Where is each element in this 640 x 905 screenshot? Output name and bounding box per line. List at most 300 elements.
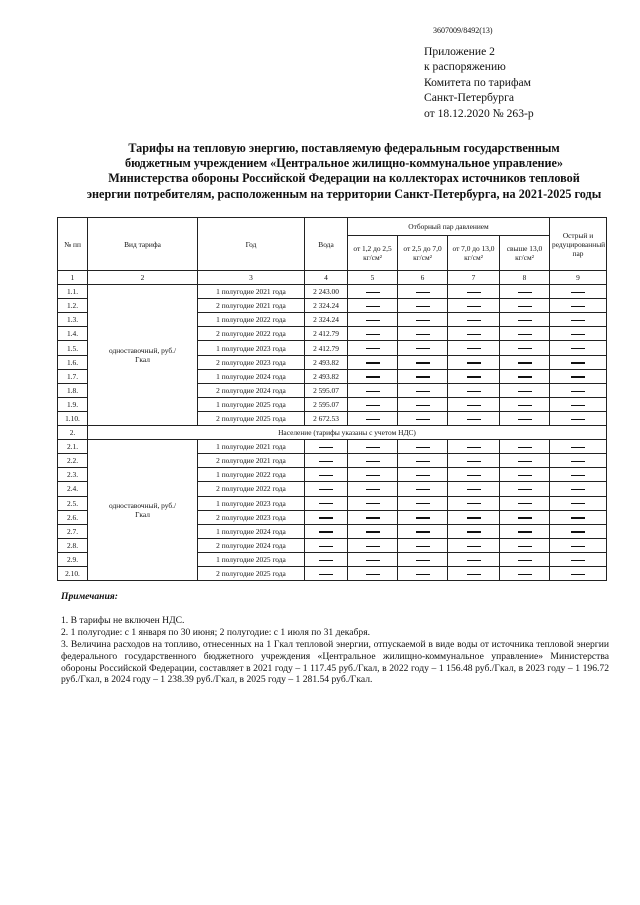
empty-value-cell: [500, 468, 550, 482]
header-sharp-steam: Острый и редуцированный пар: [550, 218, 607, 271]
dash-mark: [416, 461, 430, 462]
dash-mark: [467, 517, 481, 518]
dash-mark: [518, 475, 532, 476]
empty-value-cell: [550, 341, 607, 355]
empty-value-cell: [348, 299, 398, 313]
dash-mark: [366, 292, 380, 293]
column-number-cell: 1: [58, 271, 88, 285]
empty-value-cell: [305, 524, 348, 538]
column-number-cell: 6: [398, 271, 448, 285]
water-tariff-cell: 2 672.53: [305, 411, 348, 425]
column-number-cell: 3: [198, 271, 305, 285]
empty-value-cell: [448, 411, 500, 425]
empty-value-cell: [398, 524, 448, 538]
dash-mark: [518, 391, 532, 392]
empty-value-cell: [398, 313, 448, 327]
empty-value-cell: [448, 341, 500, 355]
empty-value-cell: [398, 327, 448, 341]
empty-value-cell: [348, 341, 398, 355]
dash-mark: [467, 320, 481, 321]
empty-value-cell: [500, 397, 550, 411]
empty-value-cell: [448, 313, 500, 327]
dash-mark: [416, 405, 430, 406]
empty-value-cell: [348, 355, 398, 369]
empty-value-cell: [348, 313, 398, 327]
empty-value-cell: [500, 313, 550, 327]
dash-mark: [416, 503, 430, 504]
dash-mark: [319, 546, 333, 547]
year-cell: 1 полугодие 2022 года: [198, 468, 305, 482]
header-pressure-4: свыше 13,0 кг/см²: [500, 236, 550, 271]
dash-mark: [467, 574, 481, 575]
year-cell: 2 полугодие 2024 года: [198, 538, 305, 552]
empty-value-cell: [448, 285, 500, 299]
empty-value-cell: [550, 285, 607, 299]
empty-value-cell: [448, 524, 500, 538]
dash-mark: [366, 531, 380, 532]
empty-value-cell: [348, 552, 398, 566]
empty-value-cell: [348, 482, 398, 496]
dash-mark: [518, 419, 532, 420]
dash-mark: [518, 306, 532, 307]
dash-mark: [518, 334, 532, 335]
empty-value-cell: [448, 397, 500, 411]
water-tariff-cell: 2 412.79: [305, 327, 348, 341]
water-tariff-cell: 2 324.24: [305, 299, 348, 313]
dash-mark: [319, 503, 333, 504]
dash-mark: [319, 447, 333, 448]
dash-mark: [571, 461, 585, 462]
column-number-cell: 8: [500, 271, 550, 285]
dash-mark: [518, 503, 532, 504]
year-cell: 1 полугодие 2021 года: [198, 440, 305, 454]
empty-value-cell: [550, 440, 607, 454]
empty-value-cell: [550, 482, 607, 496]
dash-mark: [467, 376, 481, 377]
row-number: 1.9.: [58, 397, 88, 411]
dash-mark: [319, 461, 333, 462]
empty-value-cell: [305, 496, 348, 510]
note-item: 1. В тарифы не включен НДС.: [61, 614, 185, 626]
empty-value-cell: [348, 566, 398, 580]
year-cell: 2 полугодие 2023 года: [198, 355, 305, 369]
dash-mark: [366, 348, 380, 349]
row-number: 1.1.: [58, 285, 88, 299]
empty-value-cell: [398, 496, 448, 510]
dash-mark: [518, 489, 532, 490]
empty-value-cell: [550, 496, 607, 510]
year-cell: 1 полугодие 2024 года: [198, 369, 305, 383]
title-line: Тарифы на тепловую энергию, поставляемую федеральным государственным: [128, 141, 560, 155]
empty-value-cell: [305, 566, 348, 580]
dash-mark: [366, 376, 380, 377]
dash-mark: [571, 517, 585, 518]
dash-mark: [416, 560, 430, 561]
row-number: 2.4.: [58, 482, 88, 496]
dash-mark: [518, 320, 532, 321]
dash-mark: [366, 306, 380, 307]
dash-mark: [416, 306, 430, 307]
dash-mark: [518, 574, 532, 575]
empty-value-cell: [305, 468, 348, 482]
dash-mark: [571, 546, 585, 547]
dash-mark: [366, 574, 380, 575]
dash-mark: [319, 531, 333, 532]
year-cell: 1 полугодие 2023 года: [198, 341, 305, 355]
water-tariff-cell: 2 243.00: [305, 285, 348, 299]
water-tariff-cell: 2 324.24: [305, 313, 348, 327]
empty-value-cell: [500, 538, 550, 552]
dash-mark: [467, 447, 481, 448]
dash-mark: [366, 489, 380, 490]
dash-mark: [319, 574, 333, 575]
empty-value-cell: [550, 524, 607, 538]
section-number: 2.: [58, 426, 88, 440]
dash-mark: [366, 546, 380, 547]
dash-mark: [571, 362, 585, 363]
year-cell: 2 полугодие 2025 года: [198, 411, 305, 425]
empty-value-cell: [500, 285, 550, 299]
empty-value-cell: [348, 369, 398, 383]
dash-mark: [518, 292, 532, 293]
dash-mark: [467, 489, 481, 490]
dash-mark: [319, 517, 333, 518]
year-cell: 2 полугодие 2021 года: [198, 299, 305, 313]
dash-mark: [416, 376, 430, 377]
dash-mark: [366, 475, 380, 476]
section-header-row: [58, 426, 607, 440]
note-item: 2. 1 полугодие: с 1 января по 30 июня; 2 полугодие: с 1 июля по 31 декабря.: [61, 626, 371, 638]
dash-mark: [571, 405, 585, 406]
dash-mark: [571, 348, 585, 349]
dash-mark: [416, 517, 430, 518]
dash-mark: [467, 292, 481, 293]
dash-mark: [467, 546, 481, 547]
header-water: Вода: [305, 218, 348, 271]
header-steam-group: Отборный пар давлением: [348, 218, 550, 236]
empty-value-cell: [448, 482, 500, 496]
row-number: 2.9.: [58, 552, 88, 566]
column-number-cell: 2: [88, 271, 198, 285]
empty-value-cell: [550, 566, 607, 580]
header-pressure-2: от 2,5 до 7,0 кг/см²: [398, 236, 448, 271]
dash-mark: [366, 503, 380, 504]
dash-mark: [416, 574, 430, 575]
empty-value-cell: [398, 397, 448, 411]
dash-mark: [467, 334, 481, 335]
year-cell: 2 полугодие 2024 года: [198, 383, 305, 397]
water-tariff-cell: 2 412.79: [305, 341, 348, 355]
notes-block: [61, 591, 609, 686]
dash-mark: [366, 334, 380, 335]
empty-value-cell: [305, 538, 348, 552]
appendix-block: [424, 44, 534, 121]
title-line: бюджетным учреждением «Центральное жилищно-коммунальное управление»: [124, 156, 564, 171]
dash-mark: [467, 348, 481, 349]
empty-value-cell: [550, 538, 607, 552]
dash-mark: [366, 461, 380, 462]
year-cell: 2 полугодие 2025 года: [198, 566, 305, 580]
row-number: 2.5.: [58, 496, 88, 510]
empty-value-cell: [448, 538, 500, 552]
dash-mark: [416, 489, 430, 490]
dash-mark: [518, 362, 532, 363]
dash-mark: [416, 475, 430, 476]
appendix-line: к распоряжению: [424, 60, 506, 74]
header-tariff-type: Вид тарифа: [88, 218, 198, 271]
empty-value-cell: [550, 355, 607, 369]
dash-mark: [571, 334, 585, 335]
title-line: энергии потребителям, расположенным на территории Санкт-Петербурга, на 2021-2025 годы: [86, 186, 602, 201]
dash-mark: [571, 475, 585, 476]
empty-value-cell: [305, 454, 348, 468]
section-title: Население (тарифы указаны с учетом НДС): [88, 426, 607, 440]
dash-mark: [467, 405, 481, 406]
dash-mark: [467, 391, 481, 392]
dash-mark: [467, 560, 481, 561]
empty-value-cell: [448, 369, 500, 383]
dash-mark: [571, 489, 585, 490]
header-pressure-3: от 7,0 до 13,0 кг/см²: [448, 236, 500, 271]
appendix-line: Санкт-Петербурга: [424, 91, 514, 105]
empty-value-cell: [500, 383, 550, 397]
empty-value-cell: [398, 468, 448, 482]
dash-mark: [467, 475, 481, 476]
dash-mark: [518, 517, 532, 518]
row-number: 1.7.: [58, 369, 88, 383]
empty-value-cell: [550, 411, 607, 425]
dash-mark: [571, 306, 585, 307]
dash-mark: [366, 362, 380, 363]
dash-mark: [571, 419, 585, 420]
empty-value-cell: [500, 454, 550, 468]
empty-value-cell: [398, 454, 448, 468]
year-cell: 1 полугодие 2025 года: [198, 397, 305, 411]
empty-value-cell: [348, 440, 398, 454]
empty-value-cell: [448, 440, 500, 454]
empty-value-cell: [500, 411, 550, 425]
empty-value-cell: [448, 510, 500, 524]
dash-mark: [467, 362, 481, 363]
dash-mark: [518, 461, 532, 462]
empty-value-cell: [550, 369, 607, 383]
empty-value-cell: [448, 566, 500, 580]
empty-value-cell: [550, 454, 607, 468]
water-tariff-cell: 2 595.07: [305, 383, 348, 397]
empty-value-cell: [448, 327, 500, 341]
row-number: 1.2.: [58, 299, 88, 313]
empty-value-cell: [500, 355, 550, 369]
empty-value-cell: [550, 397, 607, 411]
dash-mark: [366, 447, 380, 448]
empty-value-cell: [550, 383, 607, 397]
row-number: 2.10.: [58, 566, 88, 580]
empty-value-cell: [398, 440, 448, 454]
appendix-line: Комитета по тарифам: [424, 75, 531, 89]
empty-value-cell: [448, 355, 500, 369]
row-number: 1.4.: [58, 327, 88, 341]
empty-value-cell: [500, 510, 550, 524]
empty-value-cell: [398, 285, 448, 299]
row-number: 2.1.: [58, 440, 88, 454]
dash-mark: [416, 334, 430, 335]
row-number: 2.3.: [58, 468, 88, 482]
empty-value-cell: [448, 468, 500, 482]
empty-value-cell: [398, 369, 448, 383]
empty-value-cell: [500, 341, 550, 355]
empty-value-cell: [550, 327, 607, 341]
year-cell: 2 полугодие 2022 года: [198, 482, 305, 496]
document-title: [84, 141, 604, 202]
row-number: 2.6.: [58, 510, 88, 524]
empty-value-cell: [305, 440, 348, 454]
empty-value-cell: [500, 299, 550, 313]
empty-value-cell: [348, 397, 398, 411]
empty-value-cell: [448, 496, 500, 510]
dash-mark: [571, 531, 585, 532]
column-numbers-row: [58, 271, 607, 285]
empty-value-cell: [550, 510, 607, 524]
row-number: 1.8.: [58, 383, 88, 397]
row-number: 2.7.: [58, 524, 88, 538]
dash-mark: [366, 405, 380, 406]
row-number: 2.2.: [58, 454, 88, 468]
row-number: 2.8.: [58, 538, 88, 552]
dash-mark: [366, 560, 380, 561]
tariff-table: [57, 217, 607, 581]
dash-mark: [467, 306, 481, 307]
empty-value-cell: [550, 299, 607, 313]
dash-mark: [366, 517, 380, 518]
header-year: Год: [198, 218, 305, 271]
empty-value-cell: [305, 510, 348, 524]
empty-value-cell: [550, 468, 607, 482]
year-cell: 1 полугодие 2023 года: [198, 496, 305, 510]
dash-mark: [467, 419, 481, 420]
empty-value-cell: [398, 566, 448, 580]
dash-mark: [518, 546, 532, 547]
dash-mark: [416, 546, 430, 547]
empty-value-cell: [398, 355, 448, 369]
column-number-cell: 7: [448, 271, 500, 285]
empty-value-cell: [398, 383, 448, 397]
dash-mark: [467, 531, 481, 532]
water-tariff-cell: 2 493.82: [305, 355, 348, 369]
empty-value-cell: [448, 552, 500, 566]
empty-value-cell: [348, 510, 398, 524]
dash-mark: [366, 391, 380, 392]
column-number-cell: 5: [348, 271, 398, 285]
year-cell: 1 полугодие 2021 года: [198, 285, 305, 299]
row-number: 1.6.: [58, 355, 88, 369]
dash-mark: [571, 391, 585, 392]
row-number: 1.10.: [58, 411, 88, 425]
empty-value-cell: [550, 313, 607, 327]
dash-mark: [571, 292, 585, 293]
empty-value-cell: [500, 496, 550, 510]
year-cell: 1 полугодие 2025 года: [198, 552, 305, 566]
dash-mark: [571, 574, 585, 575]
empty-value-cell: [305, 482, 348, 496]
dash-mark: [366, 419, 380, 420]
empty-value-cell: [348, 496, 398, 510]
dash-mark: [571, 320, 585, 321]
empty-value-cell: [448, 383, 500, 397]
dash-mark: [416, 320, 430, 321]
dash-mark: [571, 447, 585, 448]
dash-mark: [518, 531, 532, 532]
empty-value-cell: [398, 411, 448, 425]
year-cell: 2 полугодие 2022 года: [198, 327, 305, 341]
dash-mark: [416, 362, 430, 363]
year-cell: 1 полугодие 2024 года: [198, 524, 305, 538]
dash-mark: [571, 503, 585, 504]
empty-value-cell: [348, 285, 398, 299]
dash-mark: [518, 560, 532, 561]
empty-value-cell: [348, 524, 398, 538]
empty-value-cell: [448, 299, 500, 313]
dash-mark: [467, 503, 481, 504]
dash-mark: [518, 348, 532, 349]
empty-value-cell: [500, 552, 550, 566]
dash-mark: [467, 461, 481, 462]
year-cell: 2 полугодие 2021 года: [198, 454, 305, 468]
empty-value-cell: [550, 552, 607, 566]
dash-mark: [416, 531, 430, 532]
empty-value-cell: [500, 369, 550, 383]
column-number-cell: 4: [305, 271, 348, 285]
empty-value-cell: [305, 552, 348, 566]
dash-mark: [416, 419, 430, 420]
dash-mark: [319, 475, 333, 476]
appendix-line: Приложение 2: [424, 45, 495, 58]
empty-value-cell: [348, 454, 398, 468]
dash-mark: [571, 560, 585, 561]
notes-title: Примечания:: [61, 591, 118, 602]
dash-mark: [416, 348, 430, 349]
tariff-type-cell: одноставочный, руб./Гкал: [88, 440, 198, 581]
dash-mark: [319, 489, 333, 490]
column-number-cell: 9: [550, 271, 607, 285]
empty-value-cell: [398, 510, 448, 524]
tariff-type-cell: одноставочный, руб./Гкал: [88, 285, 198, 426]
row-number: 1.5.: [58, 341, 88, 355]
empty-value-cell: [500, 440, 550, 454]
empty-value-cell: [398, 538, 448, 552]
table-row: [58, 285, 607, 299]
empty-value-cell: [348, 538, 398, 552]
empty-value-cell: [398, 299, 448, 313]
empty-value-cell: [500, 327, 550, 341]
empty-value-cell: [348, 468, 398, 482]
empty-value-cell: [398, 552, 448, 566]
empty-value-cell: [398, 482, 448, 496]
title-line: Министерства обороны Российской Федерации на коллекторах источников тепловой: [108, 171, 580, 186]
empty-value-cell: [398, 341, 448, 355]
dash-mark: [518, 376, 532, 377]
water-tariff-cell: 2 493.82: [305, 369, 348, 383]
header-pressure-1: от 1,2 до 2,5 кг/см²: [348, 236, 398, 271]
empty-value-cell: [500, 482, 550, 496]
dash-mark: [416, 391, 430, 392]
empty-value-cell: [348, 327, 398, 341]
document-number: 3607009/8492(13): [433, 26, 493, 35]
header-num: № пп: [58, 218, 88, 271]
dash-mark: [518, 447, 532, 448]
appendix-line: от 18.12.2020 № 263-р: [424, 106, 534, 120]
dash-mark: [518, 405, 532, 406]
empty-value-cell: [348, 411, 398, 425]
